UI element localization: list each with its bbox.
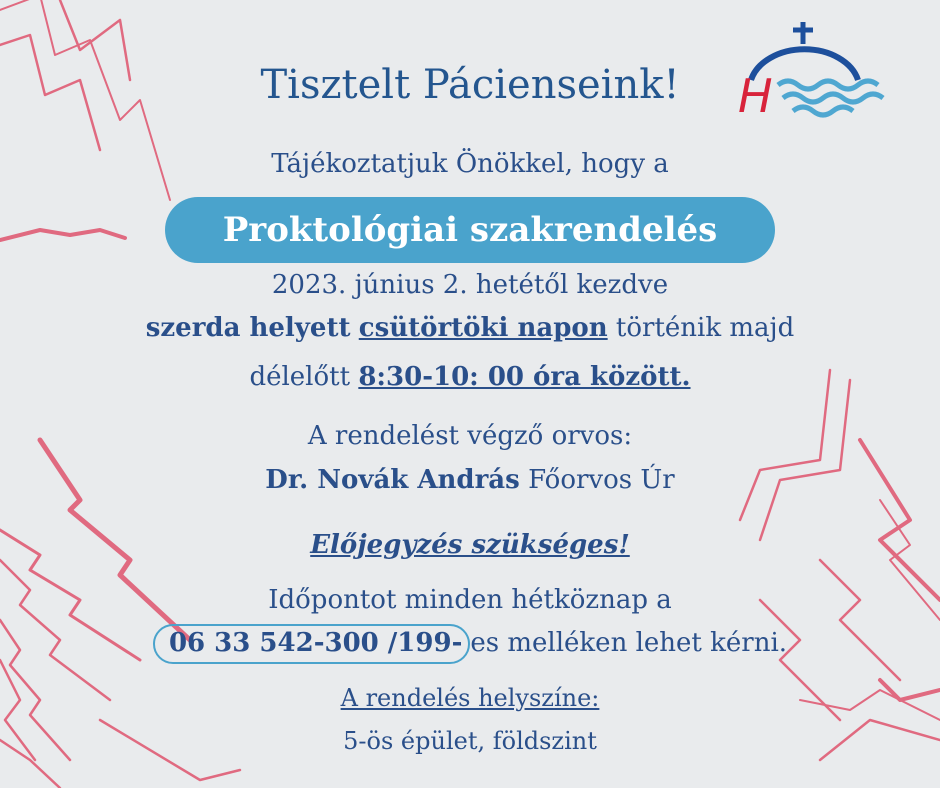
change-rest-text: történik majd bbox=[615, 313, 795, 343]
old-day-text: szerda helyett bbox=[145, 313, 351, 343]
doctor-label: A rendelést végző orvos: bbox=[307, 421, 633, 451]
phone-suffix: es melléken lehet kérni. bbox=[470, 628, 788, 658]
page-title: Tisztelt Pácienseink! bbox=[260, 62, 680, 108]
schedule-change-line bbox=[0, 313, 940, 343]
cross-icon bbox=[793, 22, 813, 44]
phone-number[interactable]: 06 33 542-300 /199- bbox=[153, 624, 470, 664]
date-line: 2023. június 2. hetétől kezdve bbox=[271, 270, 669, 300]
location-value: 5-ös épület, földszint bbox=[343, 727, 597, 755]
phone-line bbox=[0, 624, 940, 664]
doctor-title: Főorvos Úr bbox=[528, 465, 675, 495]
doctor-line bbox=[0, 465, 940, 495]
booking-line: Időpontot minden hétköznap a bbox=[268, 585, 672, 615]
time-range: 8:30-10: 00 óra között. bbox=[358, 362, 691, 392]
new-day-text: csütörtöki napon bbox=[358, 313, 608, 343]
intro-text: Tájékoztatjuk Önökkel, hogy a bbox=[271, 149, 669, 179]
time-line bbox=[0, 362, 940, 392]
time-prefix: délelőtt bbox=[249, 362, 351, 392]
doctor-name: Dr. Novák András bbox=[265, 465, 520, 495]
specialty-highlight: Proktológiai szakrendelés bbox=[165, 197, 775, 263]
svg-text:H: H bbox=[738, 69, 773, 120]
location-label: A rendelés helyszíne: bbox=[340, 684, 600, 712]
appointment-required: Előjegyzés szükséges! bbox=[310, 530, 630, 560]
